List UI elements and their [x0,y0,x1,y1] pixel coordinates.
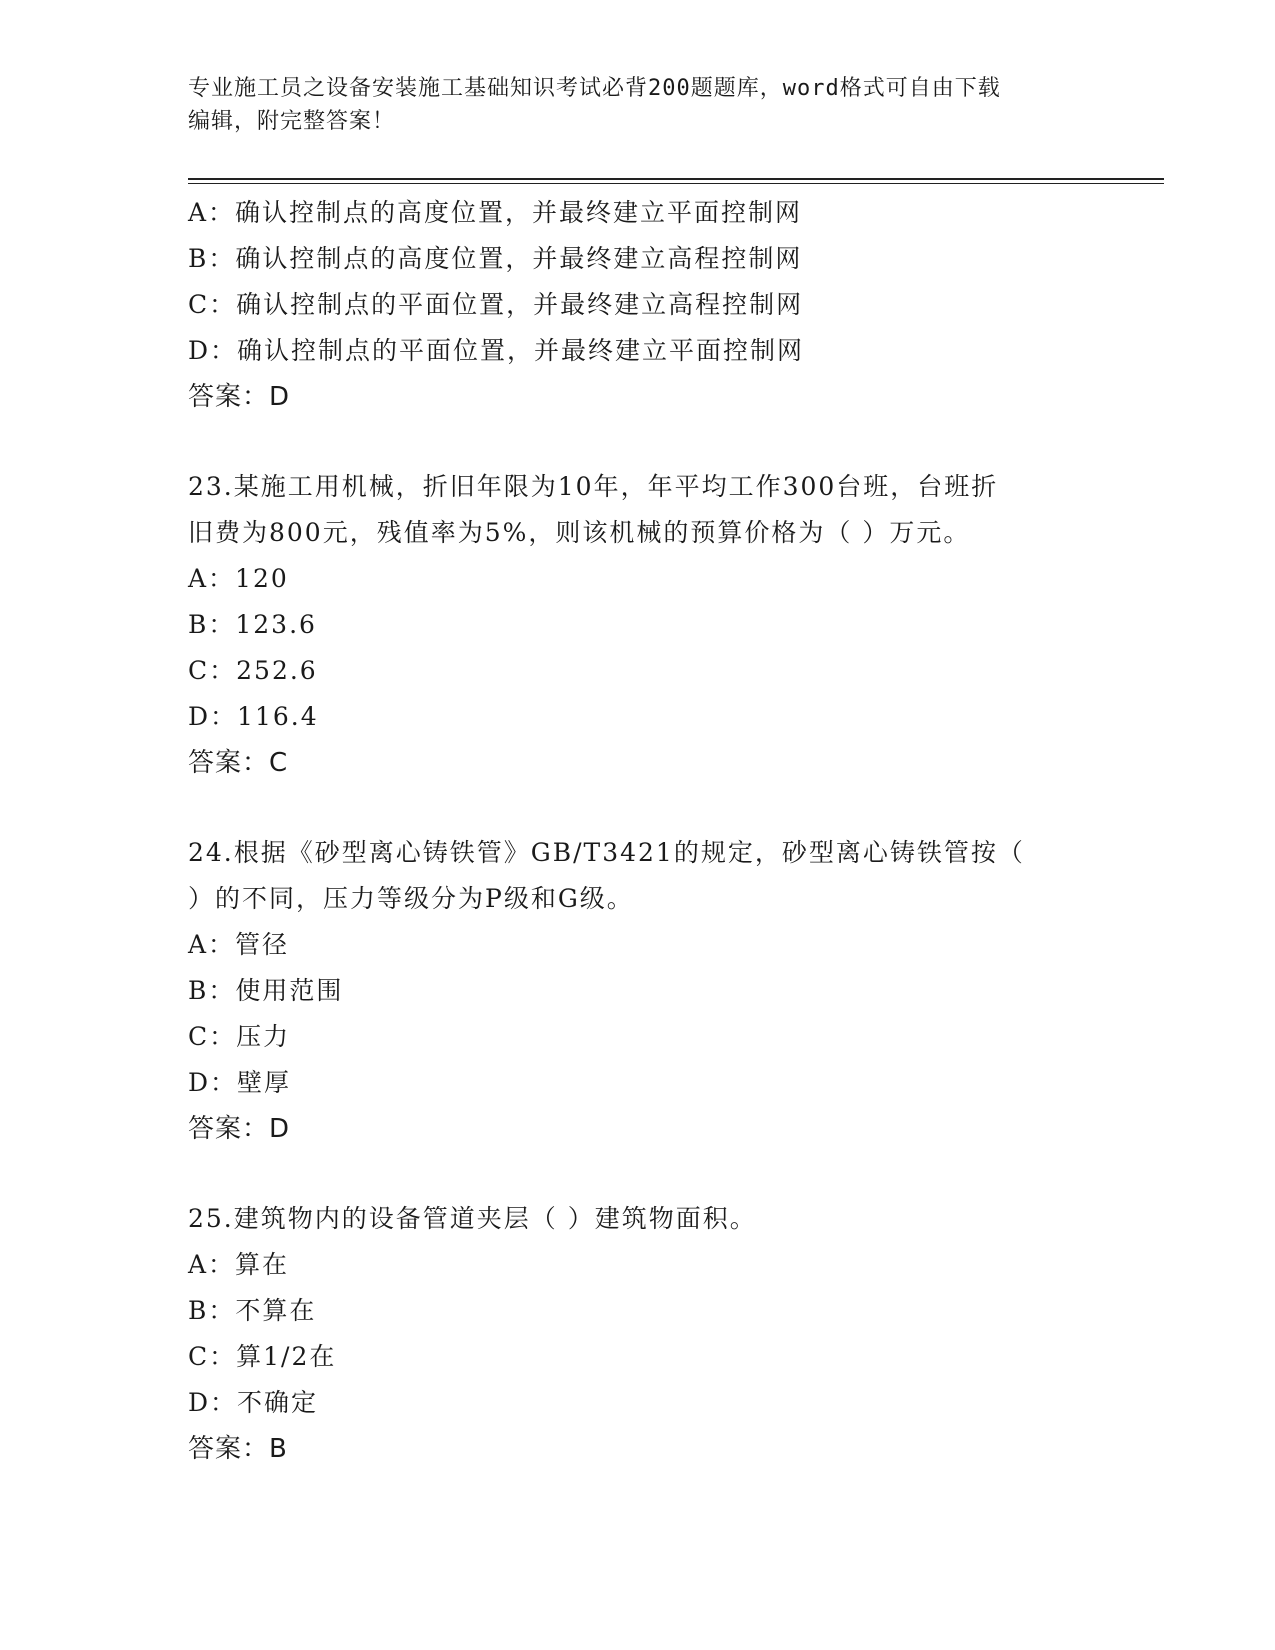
option-c: C：算1/2在 [188,1342,337,1371]
header-rule-thick [188,178,1164,180]
question-text-line: 24.根据《砂型离心铸铁管》GB/T3421的规定，砂型离心铸铁管按（ [188,838,1025,867]
option-c: C：确认控制点的平面位置，并最终建立高程控制网 [188,290,804,319]
option-a: A：120 [188,564,289,593]
option-d: D：壁厚 [188,1068,292,1097]
option-a: A：算在 [188,1250,290,1279]
question-text-line: 23.某施工用机械，折旧年限为10年，年平均工作300台班，台班折 [188,472,999,501]
question-list [188,190,1088,1472]
question-23 [188,464,1088,786]
option-c: C：压力 [188,1022,291,1051]
header-rule-thin [188,183,1164,184]
document-header [188,72,1088,138]
answer-line: 答案：D [188,382,291,412]
answer-line: 答案：D [188,1114,291,1144]
option-d: D：不确定 [188,1388,319,1417]
answer-line: 答案：C [188,748,289,778]
header-title-line-1: 专业施工员之设备安装施工基础知识考试必背200题题库，word格式可自由下载 [188,76,1001,101]
question-text-line: 25.建筑物内的设备管道夹层（ ）建筑物面积。 [188,1204,757,1233]
option-b: B：不算在 [188,1296,317,1325]
option-b: B：确认控制点的高度位置，并最终建立高程控制网 [188,244,803,273]
option-a: A：确认控制点的高度位置，并最终建立平面控制网 [188,198,803,227]
answer-line: 答案：B [188,1434,288,1464]
header-title-line-2: 编辑，附完整答案！ [188,109,396,134]
option-b: B：123.6 [188,610,317,639]
option-a: A：管径 [188,930,290,959]
question-24 [188,830,1088,1152]
option-c: C：252.6 [188,656,318,685]
option-b: B：使用范围 [188,976,344,1005]
option-d: D：116.4 [188,702,319,731]
question-22-continued [188,190,1088,420]
option-d: D：确认控制点的平面位置，并最终建立平面控制网 [188,336,805,365]
question-text-line: 旧费为800元，残值率为5%，则该机械的预算价格为（ ）万元。 [188,518,971,547]
question-25 [188,1196,1088,1472]
question-text-line: ）的不同，压力等级分为P级和G级。 [188,884,634,913]
